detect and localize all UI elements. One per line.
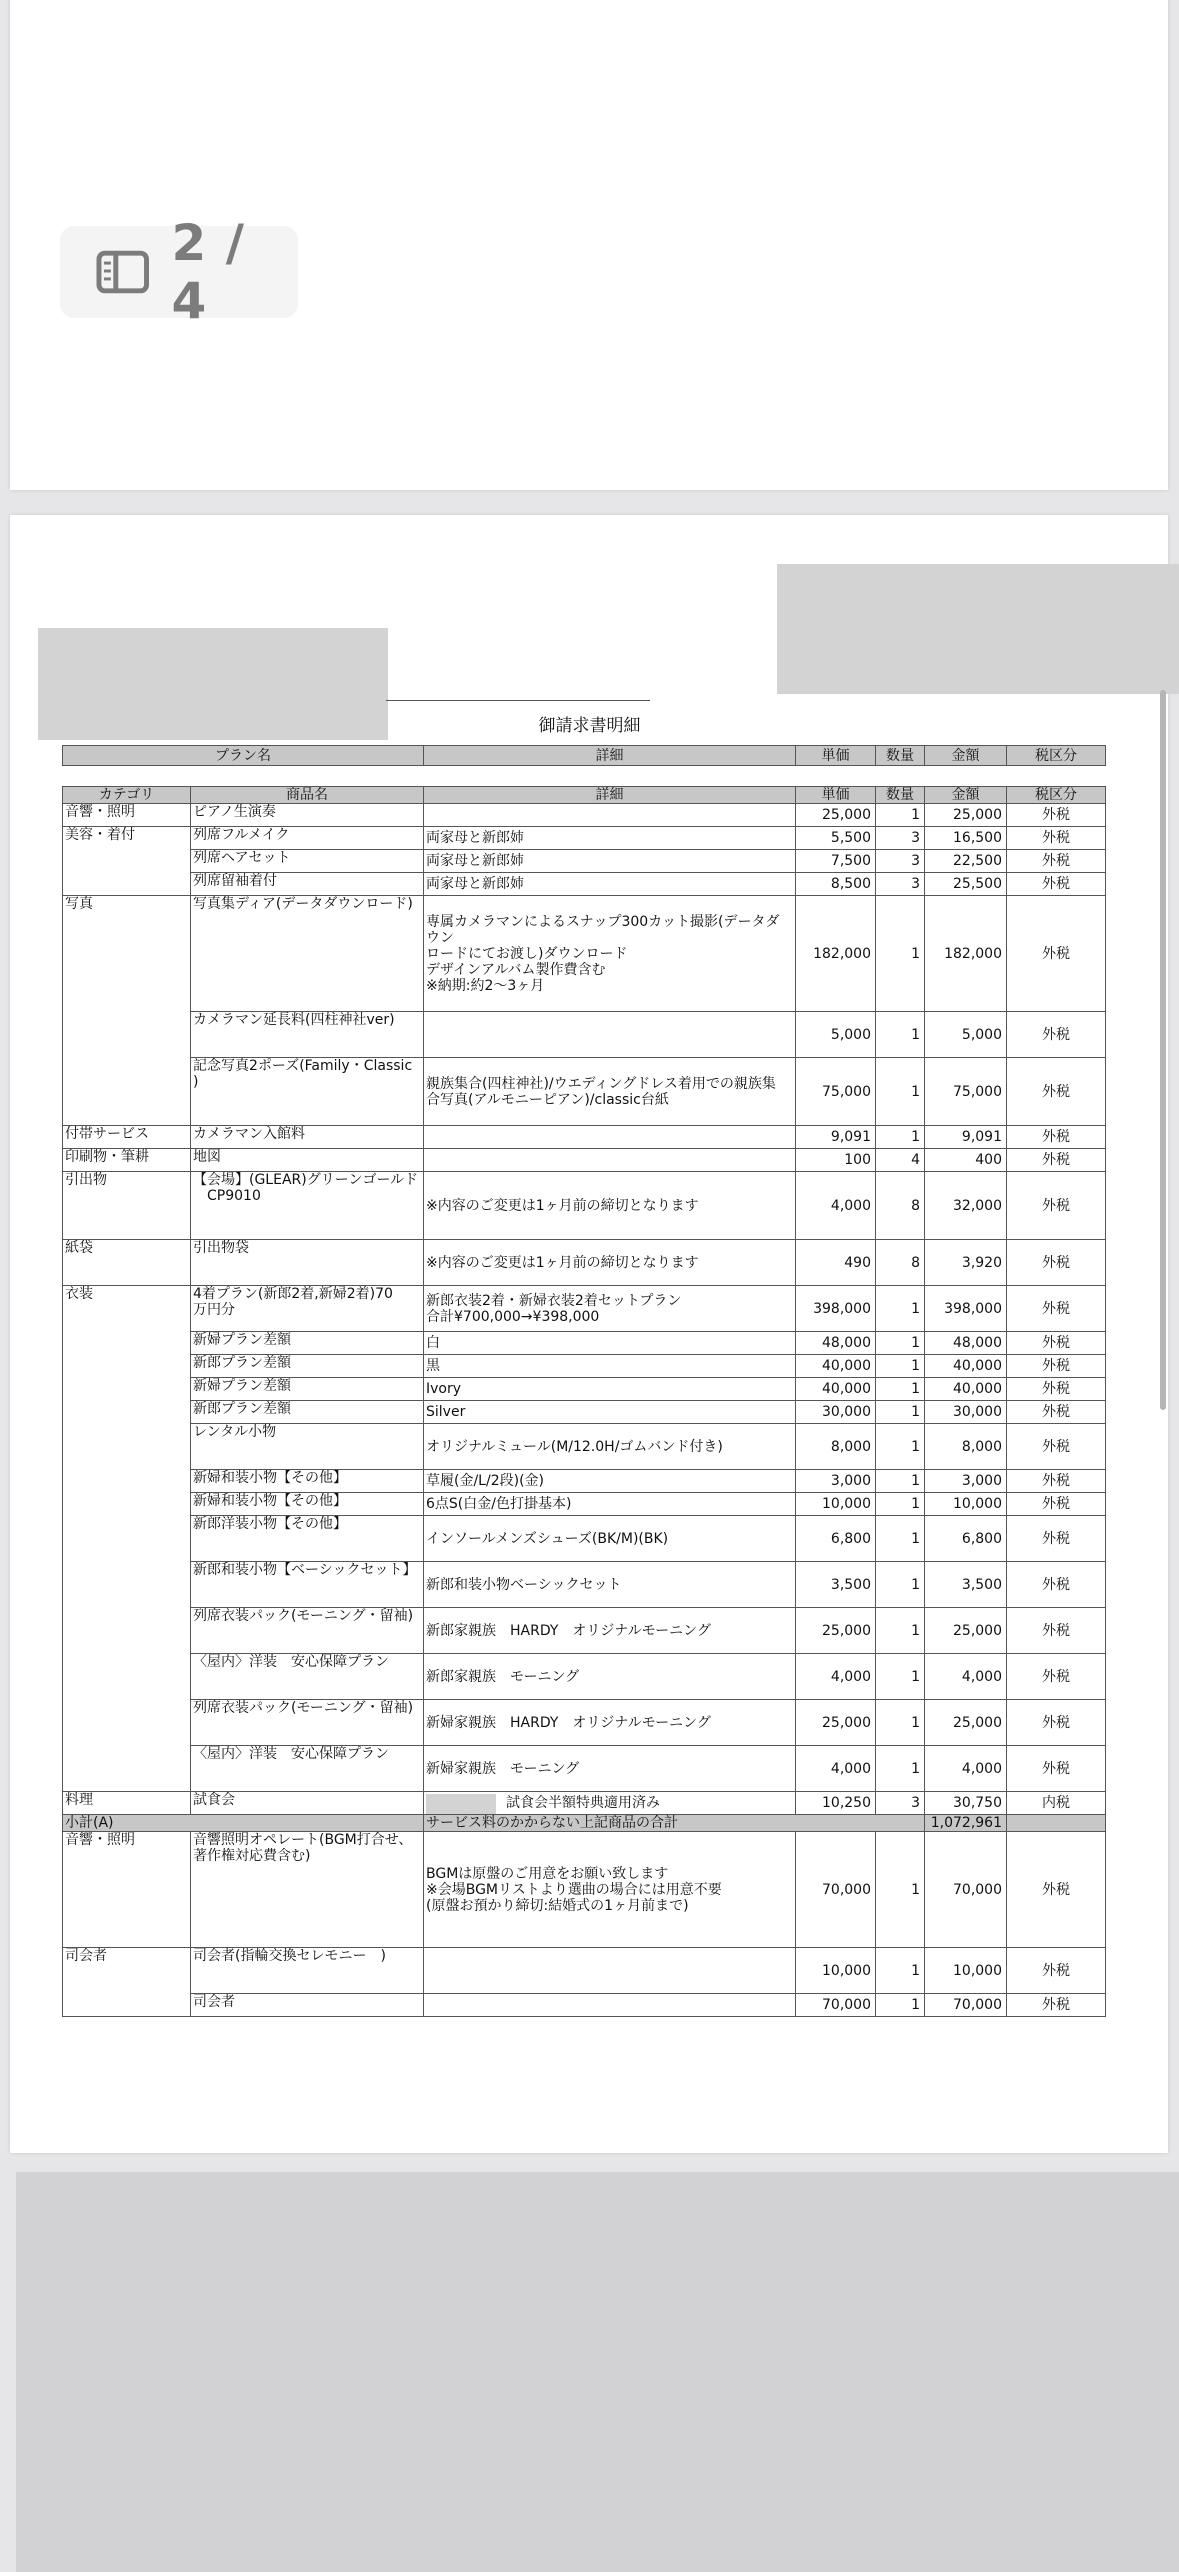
cell-name: 新婦和装小物【その他】 <box>191 1470 424 1493</box>
cell-price: 398,000 <box>796 1286 876 1332</box>
cell-detail <box>424 1149 796 1172</box>
cell-name: 司会者(指輪交換セレモニー ) <box>191 1948 424 1994</box>
plan-header-qty: 数量 <box>876 746 925 766</box>
cell-detail: Silver <box>424 1401 796 1424</box>
cell-category: 写真 <box>63 896 191 1126</box>
cell-price: 8,500 <box>796 873 876 896</box>
table-row <box>63 804 1106 827</box>
table-row <box>63 1994 1106 2017</box>
cell-price: 10,000 <box>796 1493 876 1516</box>
cell-detail <box>424 804 796 827</box>
cell-price: 40,000 <box>796 1355 876 1378</box>
cell-detail: 新郎和装小物ベーシックセット <box>424 1562 796 1608</box>
cell-detail <box>424 1994 796 2017</box>
cell-category: 衣装 <box>63 1286 191 1792</box>
table-row <box>63 1654 1106 1700</box>
cell-name: 写真集ディア(データダウンロード) <box>191 896 424 1012</box>
table-row <box>63 1608 1106 1654</box>
cell-name: 試食会 <box>191 1792 424 1815</box>
cell-amount: 48,000 <box>925 1332 1007 1355</box>
cell-name: 新婦プラン差額 <box>191 1378 424 1401</box>
col-header-name: 商品名 <box>191 787 424 804</box>
cell-qty: 1 <box>876 1355 925 1378</box>
cell-tax: 外税 <box>1007 1172 1106 1240</box>
cell-name: 【会場】(GLEAR)グリーンゴールド CP9010 <box>191 1172 424 1240</box>
subtotal-tax-blank <box>1007 1815 1106 1832</box>
cell-amount: 400 <box>925 1149 1007 1172</box>
cell-qty: 1 <box>876 804 925 827</box>
table-row <box>63 1700 1106 1746</box>
cell-tax: 内税 <box>1007 1792 1106 1815</box>
cell-detail: 新婦家親族 HARDY オリジナルモーニング <box>424 1700 796 1746</box>
cell-detail: 両家母と新郎姉 <box>424 850 796 873</box>
cell-tax: 外税 <box>1007 1355 1106 1378</box>
cell-detail: 黒 <box>424 1355 796 1378</box>
cell-amount: 40,000 <box>925 1378 1007 1401</box>
subtotal-label: 小計(A) <box>63 1815 424 1832</box>
cell-tax: 外税 <box>1007 1332 1106 1355</box>
cell-amount: 30,750 <box>925 1792 1007 1815</box>
table-row <box>63 827 1106 850</box>
cell-qty: 3 <box>876 850 925 873</box>
subtotal-description: サービス料のかからない上記商品の合計 <box>424 1815 925 1832</box>
table-row <box>63 1240 1106 1286</box>
cell-detail: 6点S(白金/色打掛基本) <box>424 1493 796 1516</box>
cell-name: 引出物袋 <box>191 1240 424 1286</box>
cell-price: 490 <box>796 1240 876 1286</box>
page-indicator[interactable] <box>60 214 298 330</box>
cell-amount: 75,000 <box>925 1058 1007 1126</box>
cell-amount: 25,000 <box>925 804 1007 827</box>
cell-tax: 外税 <box>1007 1424 1106 1470</box>
cell-name: カメラマン入館料 <box>191 1126 424 1149</box>
cell-category: 美容・着付 <box>63 827 191 896</box>
cell-qty: 8 <box>876 1172 925 1240</box>
cell-qty: 1 <box>876 1746 925 1792</box>
cell-name: 列席フルメイク <box>191 827 424 850</box>
cell-price: 10,250 <box>796 1792 876 1815</box>
cell-amount: 32,000 <box>925 1172 1007 1240</box>
cell-detail: 白 <box>424 1332 796 1355</box>
cell-price: 7,500 <box>796 850 876 873</box>
cell-detail <box>424 1126 796 1149</box>
cell-qty: 1 <box>876 1401 925 1424</box>
cell-tax: 外税 <box>1007 1700 1106 1746</box>
cell-tax: 外税 <box>1007 1058 1106 1126</box>
cell-tax: 外税 <box>1007 896 1106 1012</box>
cell-tax: 外税 <box>1007 1654 1106 1700</box>
cell-price: 100 <box>796 1149 876 1172</box>
cell-amount: 30,000 <box>925 1401 1007 1424</box>
cell-price: 3,500 <box>796 1562 876 1608</box>
cell-qty: 1 <box>876 1654 925 1700</box>
cell-price: 48,000 <box>796 1332 876 1355</box>
title-underline <box>386 700 650 701</box>
cell-qty: 1 <box>876 1700 925 1746</box>
subtotal-amount: 1,072,961 <box>925 1815 1007 1832</box>
cell-category: 紙袋 <box>63 1240 191 1286</box>
cell-detail: インソールメンズシューズ(BK/M)(BK) <box>424 1516 796 1562</box>
cell-name: 新郎プラン差額 <box>191 1401 424 1424</box>
cell-qty: 1 <box>876 896 925 1012</box>
cell-amount: 182,000 <box>925 896 1007 1012</box>
cell-tax: 外税 <box>1007 1562 1106 1608</box>
subtotal-row <box>63 1815 1106 1832</box>
cell-detail: BGMは原盤のご用意をお願い致します ※会場BGMリストより選曲の場合には用意不要 (原盤お預かり締切:結婚式の1ヶ月前まで) <box>424 1832 796 1948</box>
cell-category: 引出物 <box>63 1172 191 1240</box>
redaction-block-top-right <box>777 564 1179 694</box>
cell-price: 8,000 <box>796 1424 876 1470</box>
table-row <box>63 1493 1106 1516</box>
cell-detail: ※内容のご変更は1ヶ月前の締切となります <box>424 1240 796 1286</box>
cell-detail: 新郎家親族 HARDY オリジナルモーニング <box>424 1608 796 1654</box>
cell-detail: 新郎家親族 モーニング <box>424 1654 796 1700</box>
col-header-amount: 金額 <box>925 787 1007 804</box>
cell-tax: 外税 <box>1007 1401 1106 1424</box>
plan-header-price: 単価 <box>796 746 876 766</box>
cell-qty: 3 <box>876 827 925 850</box>
cell-detail: 両家母と新郎姉 <box>424 873 796 896</box>
table-row <box>63 1948 1106 1994</box>
cell-tax: 外税 <box>1007 1746 1106 1792</box>
cell-detail: 専属カメラマンによるスナップ300カット撮影(データダウン ロードにてお渡し)ダウンロード デザインアルバム製作費含む ※納期:約2～3ヶ月 <box>424 896 796 1012</box>
plan-header-detail: 詳細 <box>424 746 796 766</box>
scrollbar-thumb[interactable] <box>1160 690 1166 1410</box>
cell-tax: 外税 <box>1007 1608 1106 1654</box>
table-row <box>63 1424 1106 1470</box>
pages-icon <box>96 250 150 294</box>
cell-price: 70,000 <box>796 1994 876 2017</box>
table-row <box>63 1746 1106 1792</box>
cell-name: 新婦和装小物【その他】 <box>191 1493 424 1516</box>
cell-tax: 外税 <box>1007 873 1106 896</box>
cell-price: 6,800 <box>796 1516 876 1562</box>
table-row <box>63 1792 1106 1815</box>
table-row <box>63 1286 1106 1332</box>
cell-price: 70,000 <box>796 1832 876 1948</box>
plan-header-amount: 金額 <box>925 746 1007 766</box>
cell-name: 新郎和装小物【ベーシックセット】 <box>191 1562 424 1608</box>
cell-tax: 外税 <box>1007 1286 1106 1332</box>
cell-qty: 1 <box>876 1832 925 1948</box>
table-row <box>63 1149 1106 1172</box>
cell-detail: 両家母と新郎姉 <box>424 827 796 850</box>
cell-tax: 外税 <box>1007 1493 1106 1516</box>
cell-tax: 外税 <box>1007 1516 1106 1562</box>
cell-price: 4,000 <box>796 1172 876 1240</box>
cell-amount: 9,091 <box>925 1126 1007 1149</box>
cell-price: 25,000 <box>796 1700 876 1746</box>
cell-tax: 外税 <box>1007 1832 1106 1948</box>
cell-tax: 外税 <box>1007 1012 1106 1058</box>
plan-header-tax: 税区分 <box>1007 746 1106 766</box>
cell-amount: 6,800 <box>925 1516 1007 1562</box>
cell-category: 音響・照明 <box>63 1832 191 1948</box>
col-header-category: カテゴリ <box>63 787 191 804</box>
cell-amount: 5,000 <box>925 1012 1007 1058</box>
cell-amount: 3,920 <box>925 1240 1007 1286</box>
cell-detail: 試食会半額特典適用済み <box>424 1792 796 1815</box>
table-row <box>63 1355 1106 1378</box>
cell-qty: 1 <box>876 1562 925 1608</box>
cell-amount: 10,000 <box>925 1948 1007 1994</box>
cell-detail: 新婦家親族 モーニング <box>424 1746 796 1792</box>
cell-price: 5,500 <box>796 827 876 850</box>
cell-qty: 4 <box>876 1149 925 1172</box>
cell-amount: 10,000 <box>925 1493 1007 1516</box>
cell-name: 〈屋内〉洋装 安心保障プラン <box>191 1654 424 1700</box>
cell-amount: 25,500 <box>925 873 1007 896</box>
cell-tax: 外税 <box>1007 1149 1106 1172</box>
cell-amount: 16,500 <box>925 827 1007 850</box>
cell-name: 4着プラン(新郎2着,新婦2着)70 万円分 <box>191 1286 424 1332</box>
cell-name: 〈屋内〉洋装 安心保障プラン <box>191 1746 424 1792</box>
cell-tax: 外税 <box>1007 1240 1106 1286</box>
cell-detail: ※内容のご変更は1ヶ月前の締切となります <box>424 1172 796 1240</box>
cell-tax: 外税 <box>1007 1378 1106 1401</box>
cell-name: 新郎洋装小物【その他】 <box>191 1516 424 1562</box>
pdf-page-3 <box>16 2172 1179 2572</box>
table-row <box>63 1378 1106 1401</box>
cell-amount: 4,000 <box>925 1746 1007 1792</box>
cell-detail <box>424 1948 796 1994</box>
cell-category: 音響・照明 <box>63 804 191 827</box>
cell-price: 25,000 <box>796 804 876 827</box>
table-row <box>63 1516 1106 1562</box>
col-header-detail: 詳細 <box>424 787 796 804</box>
table-row <box>63 896 1106 1012</box>
cell-amount: 8,000 <box>925 1424 1007 1470</box>
cell-detail: 草履(金/L/2段)(金) <box>424 1470 796 1493</box>
cell-amount: 40,000 <box>925 1355 1007 1378</box>
cell-category: 司会者 <box>63 1948 191 2017</box>
cell-tax: 外税 <box>1007 1948 1106 1994</box>
table-row <box>63 1562 1106 1608</box>
table-row <box>63 1401 1106 1424</box>
cell-amount: 3,000 <box>925 1470 1007 1493</box>
cell-name: 列席衣装パック(モーニング・留袖) <box>191 1608 424 1654</box>
cell-price: 182,000 <box>796 896 876 1012</box>
cell-name: 列席ヘアセット <box>191 850 424 873</box>
cell-price: 4,000 <box>796 1746 876 1792</box>
cell-tax: 外税 <box>1007 804 1106 827</box>
redaction-block-detail <box>426 1794 496 1814</box>
cell-price: 4,000 <box>796 1654 876 1700</box>
cell-category: 印刷物・筆耕 <box>63 1149 191 1172</box>
cell-price: 9,091 <box>796 1126 876 1149</box>
table-row <box>63 1012 1106 1058</box>
cell-name: 音響照明オペレート(BGM打合せ、 著作権対応費含む) <box>191 1832 424 1948</box>
table-row <box>63 1470 1106 1493</box>
cell-price: 25,000 <box>796 1608 876 1654</box>
cell-amount: 22,500 <box>925 850 1007 873</box>
cell-qty: 1 <box>876 1516 925 1562</box>
cell-name: 司会者 <box>191 1994 424 2017</box>
cell-qty: 3 <box>876 1792 925 1815</box>
cell-qty: 1 <box>876 1948 925 1994</box>
cell-category: 料理 <box>63 1792 191 1815</box>
cell-tax: 外税 <box>1007 1126 1106 1149</box>
cell-name: 地図 <box>191 1149 424 1172</box>
cell-detail: 新郎衣装2着・新婦衣装2着セットプラン 合計¥700,000→¥398,000 <box>424 1286 796 1332</box>
col-header-qty: 数量 <box>876 787 925 804</box>
cell-qty: 1 <box>876 1470 925 1493</box>
cell-qty: 1 <box>876 1994 925 2017</box>
cell-qty: 1 <box>876 1493 925 1516</box>
cell-price: 3,000 <box>796 1470 876 1493</box>
cell-name: カメラマン延長料(四柱神社ver) <box>191 1012 424 1058</box>
cell-tax: 外税 <box>1007 827 1106 850</box>
cell-detail: オリジナルミュール(M/12.0H/ゴムバンド付き) <box>424 1424 796 1470</box>
cell-tax: 外税 <box>1007 1994 1106 2017</box>
cell-qty: 1 <box>876 1332 925 1355</box>
cell-qty: 3 <box>876 873 925 896</box>
cell-amount: 25,000 <box>925 1700 1007 1746</box>
cell-amount: 25,000 <box>925 1608 1007 1654</box>
cell-name: 列席留袖着付 <box>191 873 424 896</box>
cell-qty: 1 <box>876 1424 925 1470</box>
plan-header-plan: プラン名 <box>63 746 424 766</box>
document-title: 御請求書明細 <box>538 716 641 736</box>
table-row <box>63 1332 1106 1355</box>
cell-price: 10,000 <box>796 1948 876 1994</box>
cell-detail: Ivory <box>424 1378 796 1401</box>
cell-tax: 外税 <box>1007 850 1106 873</box>
cell-name: レンタル小物 <box>191 1424 424 1470</box>
cell-qty: 1 <box>876 1126 925 1149</box>
cell-qty: 1 <box>876 1608 925 1654</box>
table-row <box>63 850 1106 873</box>
cell-price: 40,000 <box>796 1378 876 1401</box>
cell-qty: 1 <box>876 1378 925 1401</box>
table-row <box>63 1172 1106 1240</box>
invoice-items-table <box>62 786 1106 2017</box>
cell-qty: 1 <box>876 1058 925 1126</box>
table-row <box>63 1832 1106 1948</box>
cell-price: 5,000 <box>796 1012 876 1058</box>
cell-name: 記念写真2ポーズ(Family・Classic ) <box>191 1058 424 1126</box>
cell-detail <box>424 1012 796 1058</box>
table-row <box>63 1126 1106 1149</box>
cell-tax: 外税 <box>1007 1470 1106 1493</box>
cell-price: 75,000 <box>796 1058 876 1126</box>
cell-price: 30,000 <box>796 1401 876 1424</box>
table-row <box>63 1058 1106 1126</box>
cell-amount: 3,500 <box>925 1562 1007 1608</box>
cell-amount: 4,000 <box>925 1654 1007 1700</box>
cell-category: 付帯サービス <box>63 1126 191 1149</box>
col-header-tax: 税区分 <box>1007 787 1106 804</box>
cell-detail: 親族集合(四柱神社)/ウエディングドレス着用での親族集 合写真(アルモニーピアン)/classic台紙 <box>424 1058 796 1126</box>
plan-header-table <box>62 745 1106 766</box>
cell-qty: 1 <box>876 1012 925 1058</box>
cell-amount: 398,000 <box>925 1286 1007 1332</box>
cell-name: 新郎プラン差額 <box>191 1355 424 1378</box>
page-count-label: 2 / 4 <box>171 214 245 330</box>
cell-amount: 70,000 <box>925 1832 1007 1948</box>
table-row <box>63 873 1106 896</box>
cell-name: 新婦プラン差額 <box>191 1332 424 1355</box>
cell-name: ピアノ生演奏 <box>191 804 424 827</box>
cell-name: 列席衣装パック(モーニング・留袖) <box>191 1700 424 1746</box>
cell-qty: 8 <box>876 1240 925 1286</box>
cell-amount: 70,000 <box>925 1994 1007 2017</box>
col-header-price: 単価 <box>796 787 876 804</box>
cell-qty: 1 <box>876 1286 925 1332</box>
